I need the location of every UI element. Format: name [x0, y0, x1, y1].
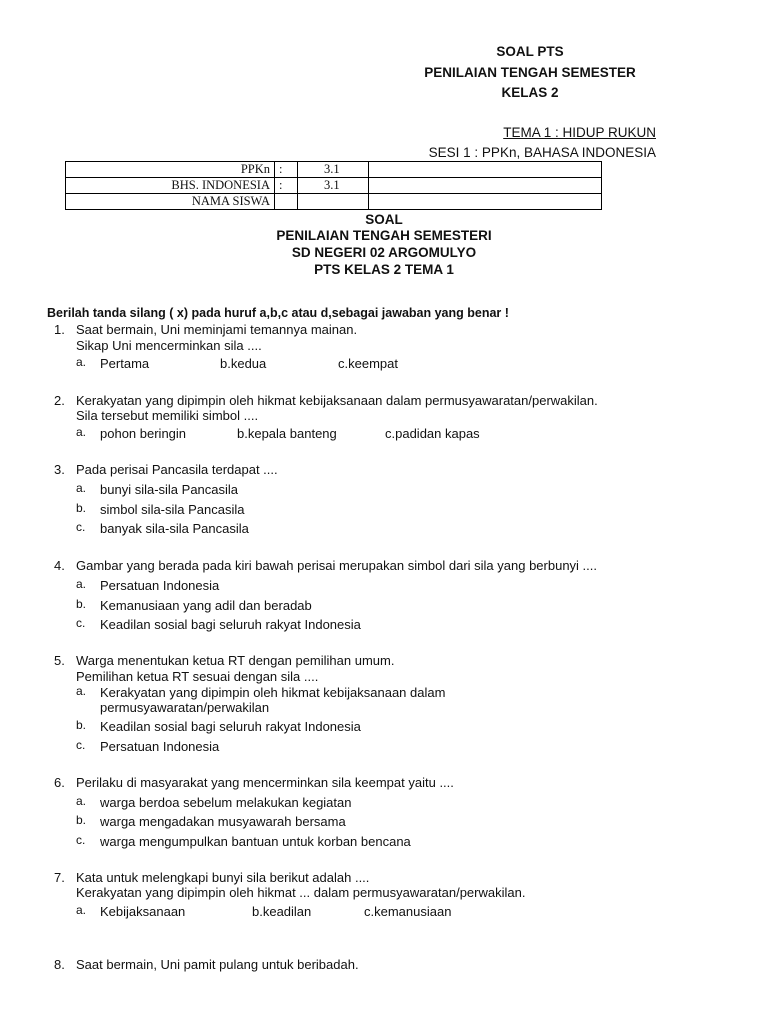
- colon: [275, 194, 298, 210]
- option-c[interactable]: Persatuan Indonesia: [100, 739, 220, 754]
- kd-value: 3.1: [298, 162, 369, 178]
- question-number: 3.: [54, 462, 65, 477]
- option-c[interactable]: c.padidan kapas: [385, 426, 480, 441]
- option-label: a.: [76, 684, 87, 698]
- doc-title: SOAL PTS: [496, 44, 564, 59]
- option-label: a.: [76, 577, 87, 591]
- table-row: [66, 178, 602, 194]
- option-label: a.: [76, 355, 87, 369]
- question-text: Pada perisai Pancasila terdapat ....: [76, 462, 278, 477]
- option-c[interactable]: banyak sila-sila Pancasila: [100, 521, 249, 536]
- option-label: b.: [76, 813, 87, 827]
- sesi-label: SESI 1 : PPKn, BAHASA INDONESIA: [428, 145, 656, 160]
- question-text: Sikap Uni mencerminkan sila ....: [76, 338, 262, 353]
- question-text: Kerakyatan yang dipimpin oleh hikmat ... dalam permusyawaratan/perwakilan.: [76, 885, 526, 900]
- question-text: Kata untuk melengkapi bunyi sila berikut adalah ....: [76, 870, 370, 885]
- question-text: Gambar yang berada pada kiri bawah perisai merupakan simbol dari sila yang berbunyi ....: [76, 558, 598, 573]
- colon: :: [275, 178, 298, 194]
- question-text: Saat bermain, Uni meminjami temannya mainan.: [76, 322, 358, 337]
- soal-class: PTS KELAS 2 TEMA 1: [314, 262, 454, 277]
- option-label: c.: [76, 738, 86, 752]
- option-b[interactable]: b.kedua: [220, 356, 267, 371]
- student-name-field[interactable]: [298, 194, 369, 210]
- option-label: a.: [76, 425, 87, 439]
- option-label: b.: [76, 501, 87, 515]
- option-label: c.: [76, 616, 86, 630]
- student-name-label: NAMA SISWA: [66, 194, 275, 210]
- info-table: [65, 161, 602, 210]
- soal-heading: PENILAIAN TENGAH SEMESTERI: [276, 228, 492, 243]
- option-label: a.: [76, 481, 87, 495]
- option-b[interactable]: b.kepala banteng: [237, 426, 337, 441]
- option-a[interactable]: warga berdoa sebelum melakukan kegiatan: [100, 795, 352, 810]
- question-text: Pemilihan ketua RT sesuai dengan sila ....: [76, 669, 319, 684]
- subject-label: BHS. INDONESIA: [66, 178, 275, 194]
- blank-cell: [369, 162, 602, 178]
- option-a[interactable]: pohon beringin: [100, 426, 187, 441]
- kd-value: 3.1: [298, 178, 369, 194]
- option-label: a.: [76, 794, 87, 808]
- question-text: Kerakyatan yang dipimpin oleh hikmat kebijaksanaan dalam permusyawaratan/perwakilan.: [76, 393, 598, 408]
- option-label: a.: [76, 903, 87, 917]
- question-text: Sila tersebut memiliki simbol ....: [76, 408, 259, 423]
- option-b[interactable]: warga mengadakan musyawarah bersama: [100, 814, 346, 829]
- question-number: 6.: [54, 775, 65, 790]
- option-label: b.: [76, 718, 87, 732]
- subject-label: PPKn: [66, 162, 275, 178]
- soal-heading: SOAL: [365, 212, 403, 227]
- option-c[interactable]: c.keempat: [338, 356, 398, 371]
- question-text: Saat bermain, Uni pamit pulang untuk beribadah.: [76, 957, 359, 972]
- option-a[interactable]: Persatuan Indonesia: [100, 578, 220, 593]
- question-number: 7.: [54, 870, 65, 885]
- question-number: 4.: [54, 558, 65, 573]
- option-c[interactable]: Keadilan sosial bagi seluruh rakyat Indonesia: [100, 617, 361, 632]
- question-number: 1.: [54, 322, 65, 337]
- instruction: Berilah tanda silang ( x) pada huruf a,b,c atau d,sebagai jawaban yang benar !: [47, 306, 509, 320]
- question-text: Perilaku di masyarakat yang mencerminkan sila keempat yaitu ....: [76, 775, 454, 790]
- option-c[interactable]: c.kemanusiaan: [364, 904, 452, 919]
- tema-label: TEMA 1 : HIDUP RUKUN: [503, 125, 656, 140]
- question-number: 2.: [54, 393, 65, 408]
- option-b[interactable]: Keadilan sosial bagi seluruh rakyat Indonesia: [100, 719, 361, 734]
- option-label: c.: [76, 833, 86, 847]
- option-label: b.: [76, 597, 87, 611]
- option-b[interactable]: b.keadilan: [252, 904, 312, 919]
- option-a[interactable]: Kebijaksanaan: [100, 904, 186, 919]
- option-label: c.: [76, 520, 86, 534]
- option-c[interactable]: warga mengumpulkan bantuan untuk korban bencana: [100, 834, 411, 849]
- option-b[interactable]: simbol sila-sila Pancasila: [100, 502, 245, 517]
- doc-subtitle: PENILAIAN TENGAH SEMESTER: [424, 65, 636, 80]
- school-name: SD NEGERI 02 ARGOMULYO: [291, 245, 477, 260]
- question-number: 8.: [54, 957, 65, 972]
- question-number: 5.: [54, 653, 65, 668]
- option-b[interactable]: Kemanusiaan yang adil dan beradab: [100, 598, 312, 613]
- table-row: [66, 162, 602, 178]
- blank-cell: [369, 194, 602, 210]
- blank-cell: [369, 178, 602, 194]
- option-a[interactable]: bunyi sila-sila Pancasila: [100, 482, 239, 497]
- doc-class: KELAS 2: [501, 85, 559, 100]
- question-text: Warga menentukan ketua RT dengan pemilihan umum.: [76, 653, 395, 668]
- colon: :: [275, 162, 298, 178]
- option-a[interactable]: Pertama: [100, 356, 150, 371]
- option-a[interactable]: Kerakyatan yang dipimpin oleh hikmat kebijaksanaan dalam: [100, 685, 446, 700]
- table-row: [66, 194, 602, 210]
- option-a-cont[interactable]: permusyawaratan/perwakilan: [100, 700, 270, 715]
